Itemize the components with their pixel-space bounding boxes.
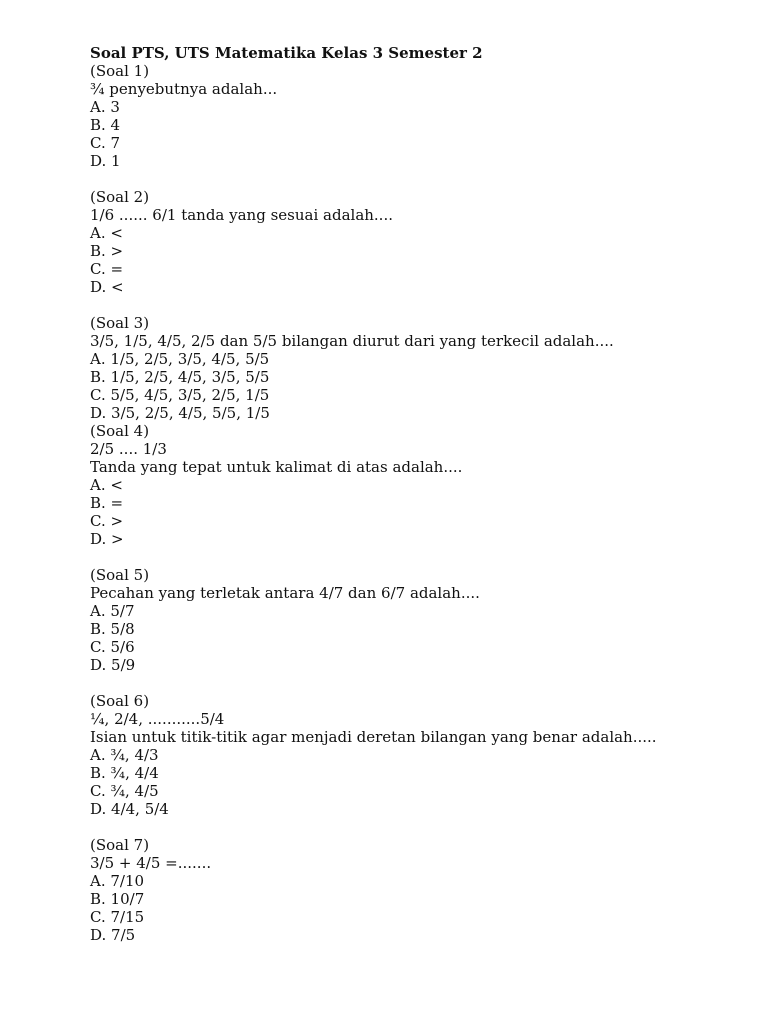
option-a: A. 3 — [90, 98, 120, 116]
question-text: Pecahan yang terletak antara 4/7 dan 6/7 adalah.... — [90, 584, 480, 602]
option-d: D. 7/5 — [90, 926, 136, 944]
question-text: ¼, 2/4, ...........5/4 — [90, 710, 225, 728]
option-a: A. < — [90, 224, 123, 242]
question-2 — [90, 188, 690, 296]
question-text: 2/5 .... 1/3 — [90, 440, 167, 458]
question-label: (Soal 2) — [90, 188, 150, 206]
option-c: C. 5/6 — [90, 638, 135, 656]
option-b: B. ¾, 4/4 — [90, 764, 159, 782]
worksheet-document — [90, 44, 690, 944]
option-d: D. 4/4, 5/4 — [90, 800, 169, 818]
question-text: 3/5 + 4/5 =....... — [90, 854, 212, 872]
question-7 — [90, 836, 690, 944]
question-label: (Soal 3) — [90, 314, 150, 332]
question-5 — [90, 566, 690, 674]
question-text: Tanda yang tepat untuk kalimat di atas adalah.... — [90, 458, 463, 476]
option-b: B. 1/5, 2/5, 4/5, 3/5, 5/5 — [90, 368, 270, 386]
question-label: (Soal 7) — [90, 836, 150, 854]
question-label: (Soal 5) — [90, 566, 150, 584]
question-label: (Soal 1) — [90, 62, 150, 80]
question-4 — [90, 422, 690, 548]
option-c: C. ¾, 4/5 — [90, 782, 159, 800]
question-6 — [90, 692, 690, 818]
option-d: D. 1 — [90, 152, 121, 170]
option-d: D. 5/9 — [90, 656, 136, 674]
option-a: A. < — [90, 476, 123, 494]
option-c: C. = — [90, 260, 124, 278]
question-label: (Soal 6) — [90, 692, 150, 710]
option-d: D. 3/5, 2/5, 4/5, 5/5, 1/5 — [90, 404, 270, 422]
option-c: C. 7/15 — [90, 908, 145, 926]
option-a: A. 5/7 — [90, 602, 135, 620]
option-d: D. < — [90, 278, 124, 296]
question-text: Isian untuk titik-titik agar menjadi deretan bilangan yang benar adalah..... — [90, 728, 657, 746]
option-c: C. > — [90, 512, 124, 530]
question-label: (Soal 4) — [90, 422, 150, 440]
question-text: ¾ penyebutnya adalah... — [90, 80, 278, 98]
option-c: C. 5/5, 4/5, 3/5, 2/5, 1/5 — [90, 386, 270, 404]
option-d: D. > — [90, 530, 124, 548]
option-b: B. 4 — [90, 116, 121, 134]
question-text: 1/6 ...... 6/1 tanda yang sesuai adalah.... — [90, 206, 393, 224]
option-b: B. 10/7 — [90, 890, 145, 908]
option-a: A. 1/5, 2/5, 3/5, 4/5, 5/5 — [90, 350, 270, 368]
option-b: B. 5/8 — [90, 620, 135, 638]
question-1 — [90, 62, 690, 170]
option-b: B. = — [90, 494, 124, 512]
option-b: B. > — [90, 242, 124, 260]
option-a: A. ¾, 4/3 — [90, 746, 159, 764]
question-3 — [90, 314, 690, 422]
question-text: 3/5, 1/5, 4/5, 2/5 dan 5/5 bilangan diurut dari yang terkecil adalah.... — [90, 332, 614, 350]
document-title: Soal PTS, UTS Matematika Kelas 3 Semester 2 — [90, 44, 483, 62]
option-a: A. 7/10 — [90, 872, 145, 890]
option-c: C. 7 — [90, 134, 121, 152]
